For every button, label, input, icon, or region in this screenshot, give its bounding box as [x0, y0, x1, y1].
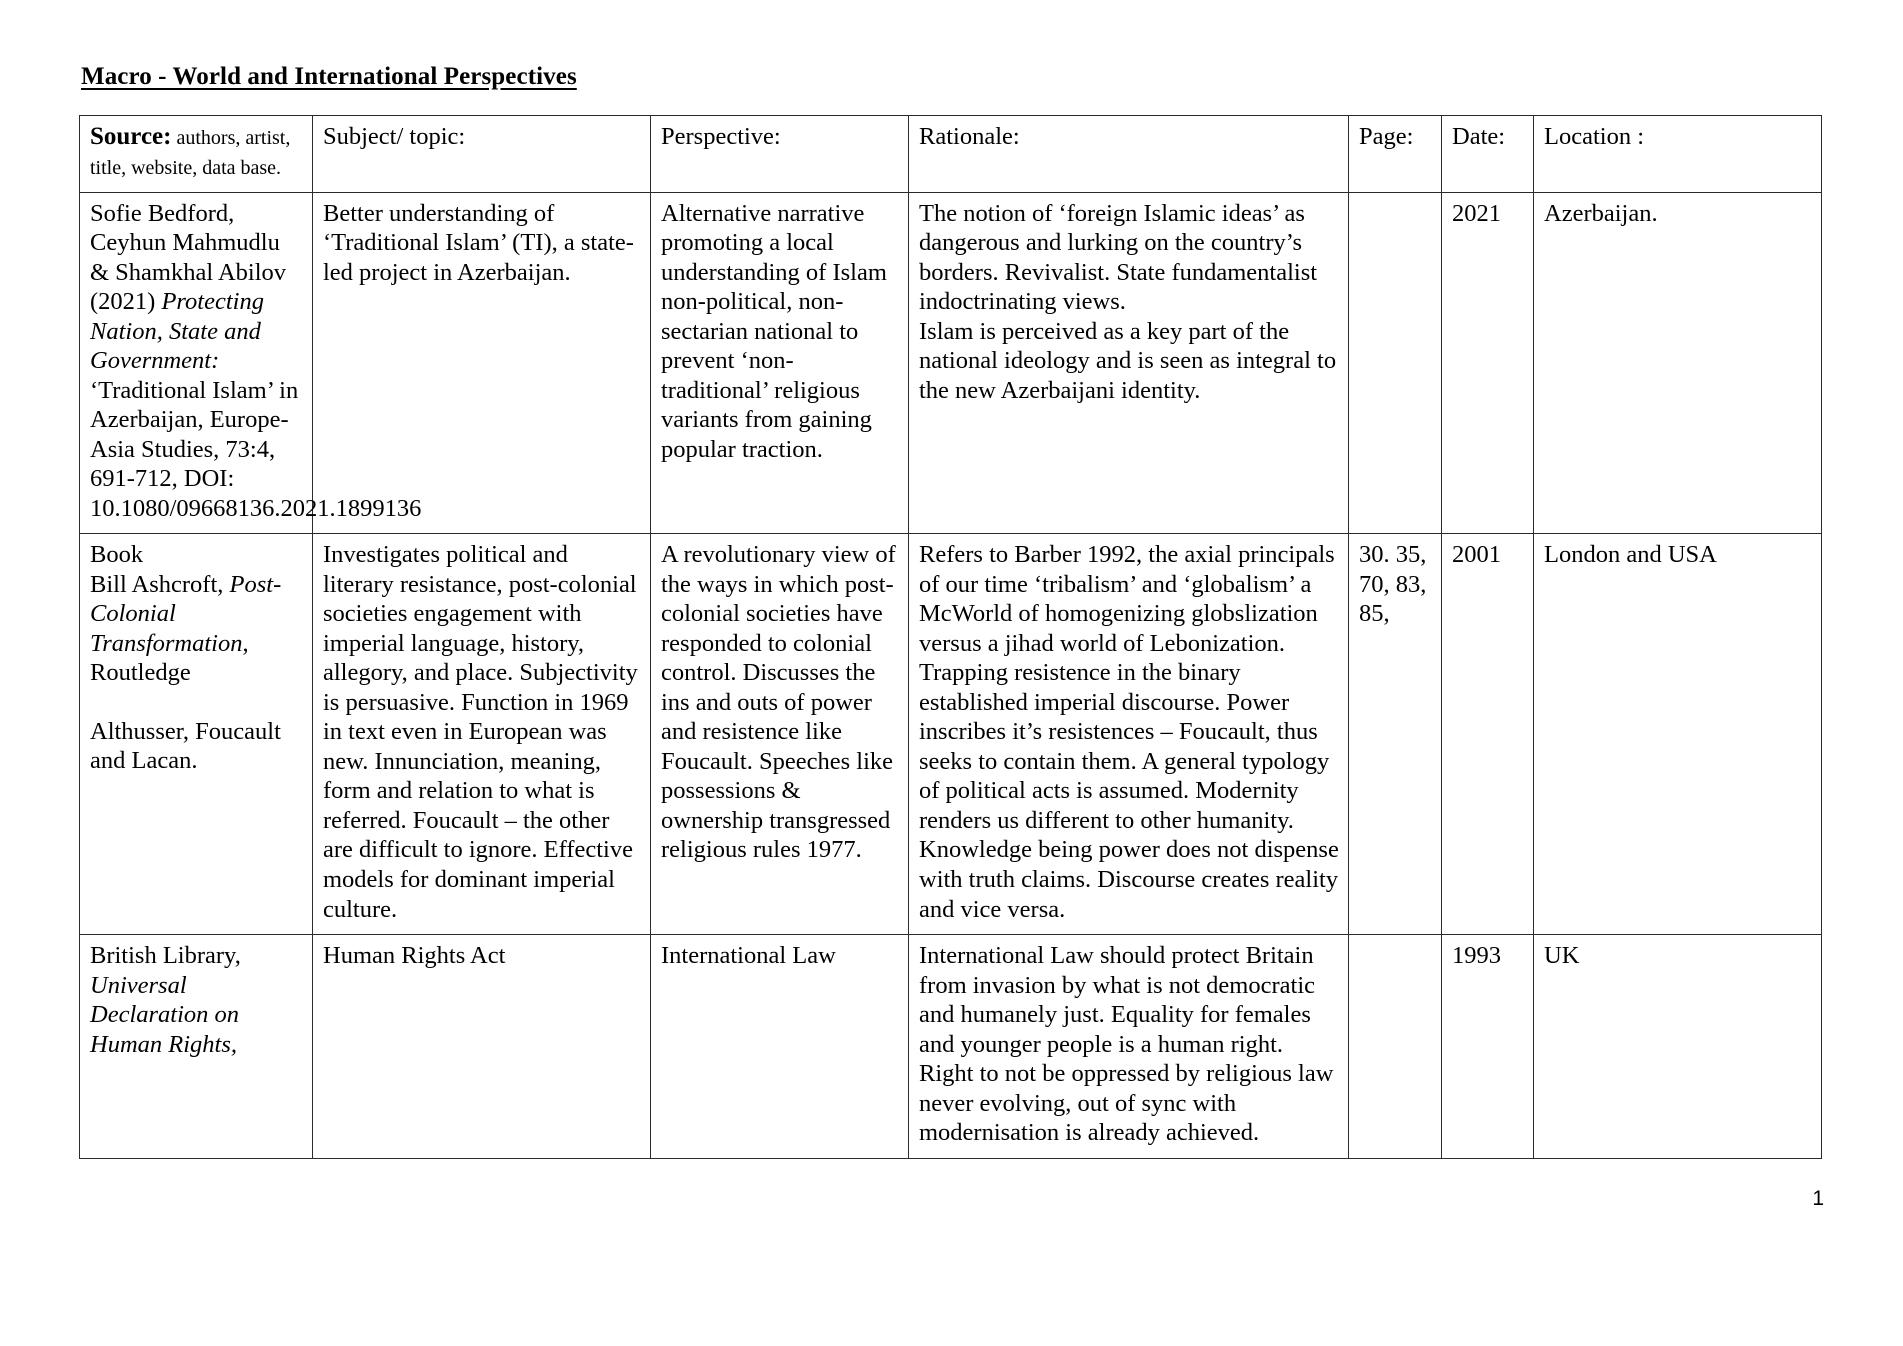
column-header-perspective: Perspective:: [651, 116, 909, 193]
cell-page: [1349, 935, 1442, 1159]
source-institution-text: British Library,: [90, 942, 241, 970]
cell-date: 2001: [1442, 534, 1534, 935]
cell-perspective: A revolutionary view of the ways in which post-colonial societies have responded to colonial control. Discusses the ins and outs of power and resistence like Foucault. Speeches like possessions & ownership transgressed religious rules 1977.: [651, 534, 909, 935]
source-publisher-text: , Routledge: [90, 629, 249, 687]
column-header-date: Date:: [1442, 116, 1534, 193]
cell-perspective: Alternative narrative promoting a local understanding of Islam non-political, non-sectarian national to prevent ‘non-traditional’ religious variants from gaining popular traction.: [651, 192, 909, 534]
page-number: 1: [1812, 1187, 1824, 1210]
page-title: Macro - World and International Perspectives: [81, 63, 577, 90]
cell-location: Azerbaijan.: [1534, 192, 1822, 534]
cell-location: UK: [1534, 935, 1822, 1159]
column-header-source: [80, 116, 313, 193]
source-author-text: Bill Ashcroft,: [90, 570, 230, 598]
cell-location: London and USA: [1534, 534, 1822, 935]
rationale-paragraph-2: Islam is perceived as a key part of the national ideology and is seen as integral to the new Azerbaijani identity.: [919, 317, 1337, 404]
cell-source: [80, 935, 313, 1159]
table-row: [80, 935, 1822, 1159]
rationale-paragraph-1: Refers to Barber 1992, the axial principals of our time ‘tribalism’ and ‘globalism’ a McWorld of homogenizing globslization versus a jihad world of Lebonization. Trapping resistence in the binary established imperial discourse. Power inscribes it’s resistences – Foucault, thus seeks to contain them. A general typology of political acts is assumed. Modernity renders us different to other humanity. Knowledge being power does not dispense with truth claims. Discourse creates reality and vice versa.: [919, 541, 1339, 923]
cell-source: [80, 534, 313, 935]
cell-rationale: [909, 534, 1349, 935]
cell-date: 2021: [1442, 192, 1534, 534]
cell-date: 1993: [1442, 935, 1534, 1159]
source-title-italic: Post-Colonial Transformation: [90, 570, 282, 657]
cell-page: 30. 35, 70, 83, 85,: [1349, 534, 1442, 935]
column-header-source-strong: Source:: [90, 123, 172, 150]
source-title-italic: Protecting Nation, State and Government:: [90, 288, 264, 375]
table-row: [80, 534, 1822, 935]
table-header-row: [80, 116, 1822, 193]
column-header-rationale: Rationale:: [909, 116, 1349, 193]
cell-rationale: [909, 192, 1349, 534]
cell-page: [1349, 192, 1442, 534]
source-author-text: Sofie Bedford, Ceyhun Mahmudlu & Shamkhal Abilov (2021): [90, 199, 286, 316]
reference-table: [79, 115, 1822, 1159]
source-theorists-text: Althusser, Foucault and Lacan.: [90, 717, 281, 775]
source-spacer: [90, 688, 303, 717]
source-type-text: Book: [90, 541, 144, 569]
cell-subject: Better understanding of ‘Traditional Islam’ (TI), a state-led project in Azerbaijan.: [313, 192, 651, 534]
column-header-source-detail: authors, artist, title, website, data base.: [90, 127, 291, 180]
cell-rationale: [909, 935, 1349, 1159]
source-title-italic: Universal Declaration on Human Rights,: [90, 971, 240, 1058]
column-header-subject: Subject/ topic:: [313, 116, 651, 193]
cell-perspective: International Law: [651, 935, 909, 1159]
rationale-paragraph-1: International Law should protect Britain from invasion by what is not democratic and humanely just. Equality for females and younger people is a human right. Right to not be oppressed by religious law never evolving, out of sync with modernisation is already achieved.: [919, 942, 1334, 1147]
cell-subject: Human Rights Act: [313, 935, 651, 1159]
cell-source: [80, 192, 422, 534]
table-row: [80, 192, 1822, 534]
column-header-page: Page:: [1349, 116, 1442, 193]
source-publication-text: ‘Traditional Islam’ in Azerbaijan, Europe-Asia Studies, 73:4, 691-712, DOI: 10.1080/09668136.2021.1899136: [90, 376, 422, 522]
cell-subject: Investigates political and literary resistance, post-colonial societies engagement with imperial language, history, allegory, and place. Subjectivity is persuasive. Function in 1969 in text even in European was new. Innunciation, meaning, form and relation to what is referred. Foucault – the other are difficult to ignore. Effective models for dominant imperial culture.: [313, 534, 651, 935]
column-header-location: Location :: [1534, 116, 1822, 193]
rationale-paragraph-1: The notion of ‘foreign Islamic ideas’ as dangerous and lurking on the country’s borders. Revivalist. State fundamentalist indoctrinating views.: [919, 199, 1318, 316]
